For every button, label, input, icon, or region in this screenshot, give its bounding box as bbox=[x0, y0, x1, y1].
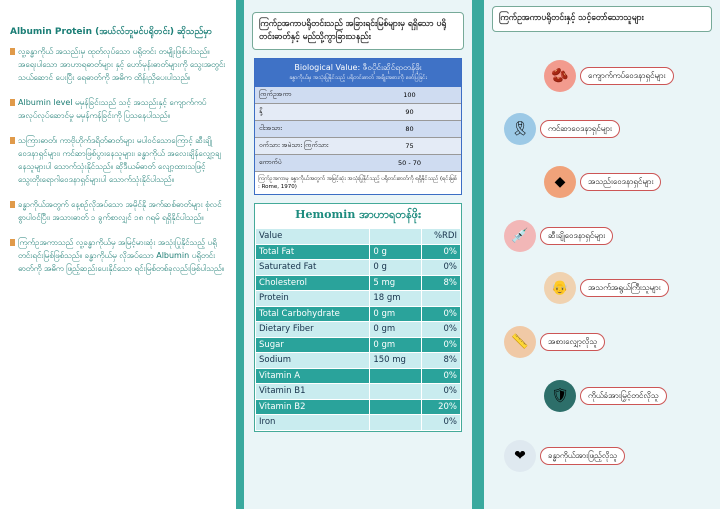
divider bbox=[472, 0, 484, 509]
audience-item bbox=[504, 326, 605, 358]
table-cell: 0 g bbox=[370, 260, 422, 276]
audience-label: ကျောက်ကပ်ဝေဒနာရှင်များ bbox=[580, 67, 674, 85]
table-cell: Vitamin B1 bbox=[256, 384, 370, 400]
left-panel bbox=[0, 0, 236, 509]
audience-item bbox=[544, 380, 667, 412]
table-row bbox=[256, 229, 461, 245]
table-row bbox=[256, 353, 461, 369]
albumin-header: Albumin Protein (အယ်လ်ဘူမင်ပရိုတင်း) ဆိုသည်မှာ bbox=[10, 27, 213, 37]
table-cell: 0% bbox=[421, 384, 460, 400]
biological-value-table bbox=[254, 58, 462, 195]
audience-label: အသက်အရွယ်ကြီးသူများ bbox=[580, 279, 669, 297]
table-row bbox=[256, 291, 461, 307]
food-name: ကောက်ပဲ bbox=[259, 158, 282, 166]
table-cell: 0% bbox=[421, 415, 460, 431]
table-row bbox=[256, 384, 461, 400]
bv-row bbox=[255, 121, 461, 138]
food-name: ကြက်ဥအကာ bbox=[259, 90, 292, 98]
table-row bbox=[256, 244, 461, 260]
food-name: ငါးအသား bbox=[259, 124, 282, 132]
table-cell: 150 mg bbox=[370, 353, 422, 369]
divider bbox=[236, 0, 244, 509]
table-cell: Dietary Fiber bbox=[256, 322, 370, 338]
table-row bbox=[256, 260, 461, 276]
table-cell: 0 gm bbox=[370, 337, 422, 353]
audience-item bbox=[504, 440, 625, 472]
table-cell bbox=[370, 399, 422, 415]
table-cell: Cholesterol bbox=[256, 275, 370, 291]
kidney-icon: 🫘 bbox=[544, 60, 576, 92]
audience-item bbox=[544, 166, 661, 198]
table-cell: 0 g bbox=[370, 244, 422, 260]
bv-row bbox=[255, 155, 461, 172]
table-cell: Iron bbox=[256, 415, 370, 431]
right-panel bbox=[484, 0, 720, 509]
bv-row bbox=[255, 87, 461, 104]
table-cell: 0% bbox=[421, 322, 460, 338]
bullet-icon bbox=[10, 239, 15, 246]
bv-row bbox=[255, 104, 461, 121]
middle-title: ကြက်ဥအကာပရိုတင်းသည် အခြားရင်းမြစ်များမှ ရရှိသော ပရိုတင်းဓာတ်နှင့် မည်သို့ကွာခြားသနည်း bbox=[252, 12, 464, 50]
elderly-icon: 👴 bbox=[544, 272, 576, 304]
table-cell: Protein bbox=[256, 291, 370, 307]
hemomin-title: Hemomin အာဟာရတန်ဖိုး bbox=[295, 208, 421, 221]
audience-label: ဆီးချိုဝေဒနာရှင်များ bbox=[540, 227, 613, 245]
table-cell: Vitamin B2 bbox=[256, 399, 370, 415]
table-cell bbox=[370, 415, 422, 431]
bv-value: 80 bbox=[405, 125, 414, 133]
audience-item bbox=[544, 60, 674, 92]
info-paragraph: သကြားဓာတ်၊ ကာဗိုဟိုက်ဒရိတ်ဓာတ်များ မပါဝင်သောကြောင့် ဆီးချိုဝေဒနာရှင်များ၊ ကင်ဆာဖြစ်ပွားနေသူများ၊ ခန္ဓာကိုယ် အလေးချိန်လျှော့ချနေသူများပါ သောက်သုံးနိုင်သည်။ ဆိုဒီယမ်ဓာတ် လျော့ထားသဖြင့် သွေးတိုးရောဂါဝေဒနာရှင်များပါ သောက်သုံးနိုင်ပါသည်။ bbox=[10, 134, 228, 186]
table-cell: 8% bbox=[421, 353, 460, 369]
table-row bbox=[256, 322, 461, 338]
immunity-icon: 🛡 bbox=[544, 380, 576, 412]
table-cell: Total Carbohydrate bbox=[256, 306, 370, 322]
table-cell: Sugar bbox=[256, 337, 370, 353]
bv-header: Biological Value: ဇီဝပိုင်းဆိုင်ရာတန်ဖိုး ခန္ဓာကိုယ်မှ အသုံးပြုနိုင်သည့် ပရိုတင်းဓာတ် အချိုးအစားကို ဖော်ပြခြင်း bbox=[255, 59, 461, 87]
table-row bbox=[256, 368, 461, 384]
table-cell: 0% bbox=[421, 368, 460, 384]
audience-label: ကင်ဆာဝေဒနာရှင်များ bbox=[540, 120, 620, 138]
table-row bbox=[256, 399, 461, 415]
table-row bbox=[256, 306, 461, 322]
table-cell: Value bbox=[256, 229, 370, 245]
info-paragraph: လူ့ခန္ဓာကိုယ် အသည်းမှ ထုတ်လုပ်သော ပရိုတင်း တမျိုးဖြစ်ပါသည်။ အရေးပါသော အာဟာရဓာတ်များ နှင့် ဟော်မုန်းဓာတ်များကို သွေးအတွင်း သယ်ဆောင် ပေးပြီး ရေဓာတ်ကို အဓိက ထိန်းညှိပေးပါသည်။ bbox=[10, 45, 228, 84]
table-cell: 20% bbox=[421, 399, 460, 415]
nutrition-table bbox=[255, 228, 461, 431]
table-cell: 18 gm bbox=[370, 291, 422, 307]
audience-item bbox=[504, 220, 613, 252]
table-cell: Saturated Fat bbox=[256, 260, 370, 276]
table-cell: 0% bbox=[421, 306, 460, 322]
table-cell bbox=[370, 368, 422, 384]
info-paragraph: Albumin level မမှန်ခြင်းသည် သင့် အသည်းနှင့် ကျောက်ကပ် အလုပ်လုပ်ဆောင်မှု မမှန်ကန်ခြင်းကို ပြသနေပါသည်။ bbox=[10, 96, 228, 122]
table-row bbox=[256, 275, 461, 291]
diabetes-icon: 💉 bbox=[504, 220, 536, 252]
table-row bbox=[256, 337, 461, 353]
info-paragraph: ခန္ဓာကိုယ်အတွက် နေ့စဉ်လိုအပ်သော အမိုင်နို အက်ဆစ်ဓာတ်များ စုံလင်စွာပါဝင်ပြီး၊ အသားဓာတ် ၁ ခွက်စာလျှင် ၁၈ ဂရမ် ရရှိနိုင်ပါသည်။ bbox=[10, 198, 228, 224]
bv-value: 90 bbox=[405, 108, 414, 116]
table-cell: 0 gm bbox=[370, 322, 422, 338]
table-cell: Total Fat bbox=[256, 244, 370, 260]
audience-item bbox=[544, 272, 669, 304]
bullet-icon bbox=[10, 137, 15, 144]
table-cell: 0% bbox=[421, 260, 460, 276]
table-cell: %RDI bbox=[421, 229, 460, 245]
table-cell bbox=[370, 229, 422, 245]
bv-note: ကြက်ဥအကာမှ ခန္ဓာကိုယ်အတွက် အမြင့်ဆုံး အသုံးပြုနိုင်သည့် ပရိုတင်းဓာတ်ကို ရရှိနိုင်သည် (ရင်းမြစ် : Rome, 1970) bbox=[255, 172, 461, 194]
audience-label: အသည်းဝေဒနာရှင်များ bbox=[580, 173, 661, 191]
audience-label: ကိုယ်ခံအားမြှင့်တင်လိုသူ bbox=[580, 387, 667, 405]
right-title: ကြက်ဥအကာပရိုတင်းနှင့် သင့်တော်သောသူများ bbox=[492, 6, 712, 32]
audience-label: ခန္ဓာကိုယ်အားဖြည့်လိုသူ bbox=[540, 447, 625, 465]
liver-icon: ◆ bbox=[544, 166, 576, 198]
table-cell: Vitamin A bbox=[256, 368, 370, 384]
table-cell: 8% bbox=[421, 275, 460, 291]
bv-value: 50 - 70 bbox=[397, 159, 422, 167]
table-cell: 0% bbox=[421, 244, 460, 260]
table-cell: 0 gm bbox=[370, 306, 422, 322]
info-paragraph: ကြက်ဥအကာသည် လူ့ခန္ဓာကိုယ်မှ အမြင့်မားဆုံး အသုံးပြုနိုင်သည့် ပရိုတင်းရင်းမြစ်ဖြစ်သည်။ ခန္ဓာကိုယ်မှ လိုအပ်သော Albumin ပရိုတင်းဓာတ်ကို အဓိက ဖြည့်ဆည်းပေးနိုင်သော ရင်းမြစ်တစ်ခုလည်းဖြစ်ပါသည်။ bbox=[10, 236, 228, 275]
table-cell: 5 mg bbox=[370, 275, 422, 291]
table-row bbox=[256, 415, 461, 431]
audience-item bbox=[504, 113, 620, 145]
diet-icon: 📏 bbox=[504, 326, 536, 358]
food-name: နို့ bbox=[259, 107, 263, 115]
hemomin-nutrition bbox=[254, 203, 462, 432]
bv-row bbox=[255, 138, 461, 155]
middle-panel bbox=[244, 0, 472, 509]
bv-value: 100 bbox=[403, 91, 416, 99]
bullet-icon bbox=[10, 99, 15, 106]
heart-icon: ❤ bbox=[504, 440, 536, 472]
cancer-icon: 🎗 bbox=[504, 113, 536, 145]
bv-value: 75 bbox=[405, 142, 414, 150]
audience-label: အစားလျှော့လိုသူ bbox=[540, 333, 605, 351]
table-cell bbox=[370, 384, 422, 400]
table-cell bbox=[421, 291, 460, 307]
table-cell: Sodium bbox=[256, 353, 370, 369]
food-name: ဝက်သား အမဲသား ကြက်သား bbox=[259, 141, 329, 149]
table-cell: 0% bbox=[421, 337, 460, 353]
bullet-icon bbox=[10, 48, 15, 55]
bullet-icon bbox=[10, 201, 15, 208]
